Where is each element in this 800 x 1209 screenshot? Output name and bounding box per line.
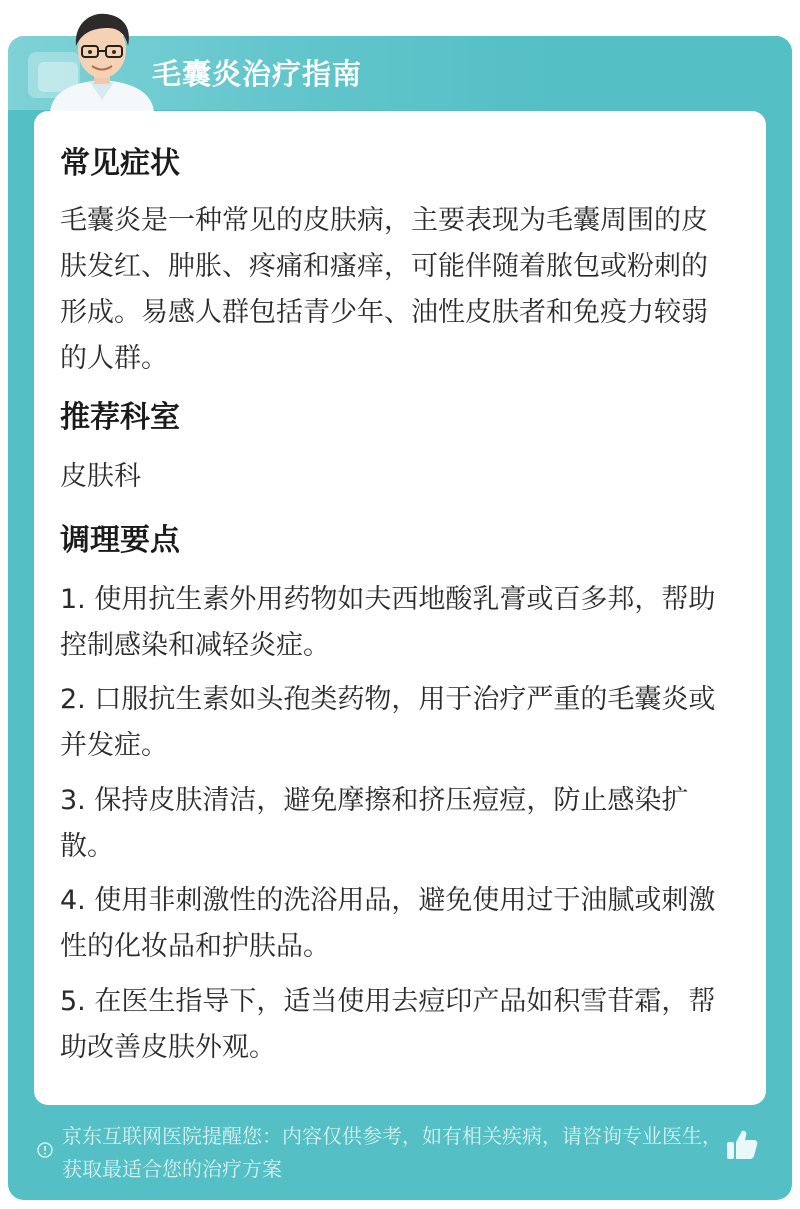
care-item-1: 1. 使用抗生素外用药物如夫西地酸乳膏或百多邦，帮助控制感染和减轻炎症。 — [60, 584, 716, 661]
symptoms-heading: 常见症状 — [60, 146, 180, 181]
care-item-4: 4. 使用非刺激性的洗浴用品，避免使用过于油腻或刺激性的化妆品和护肤品。 — [60, 885, 716, 962]
symptoms-text: 毛囊炎是一种常见的皮肤病，主要表现为毛囊周围的皮肤发红、肿胀、疼痛和瘙痒，可能伴随着脓包或粉刺的形成。易感人群包括青少年、油性皮肤者和免疫力较弱的人群。 — [60, 205, 708, 374]
department-text: 皮肤科 — [60, 461, 141, 492]
footer-disclaimer: 京东互联网医院提醒您：内容仅供参考，如有相关疾病，请咨询专业医生，获取最适合您的治疗方案 — [62, 1124, 722, 1181]
department-heading: 推荐科室 — [60, 400, 180, 435]
thumbs-up-icon[interactable] — [724, 1127, 760, 1163]
info-circle-icon — [37, 1142, 53, 1158]
care-item-3: 3. 保持皮肤清洁，避免摩擦和挤压痘痘，防止感染扩散。 — [60, 785, 689, 862]
page-title: 毛囊炎治疗指南 — [152, 57, 363, 91]
doctor-avatar — [42, 8, 162, 112]
care-item-2: 2. 口服抗生素如头孢类药物，用于治疗严重的毛囊炎或并发症。 — [60, 684, 716, 761]
care-item-5: 5. 在医生指导下，适当使用去痘印产品如积雪苷霜，帮助改善皮肤外观。 — [60, 986, 716, 1063]
care-heading: 调理要点 — [60, 523, 180, 558]
